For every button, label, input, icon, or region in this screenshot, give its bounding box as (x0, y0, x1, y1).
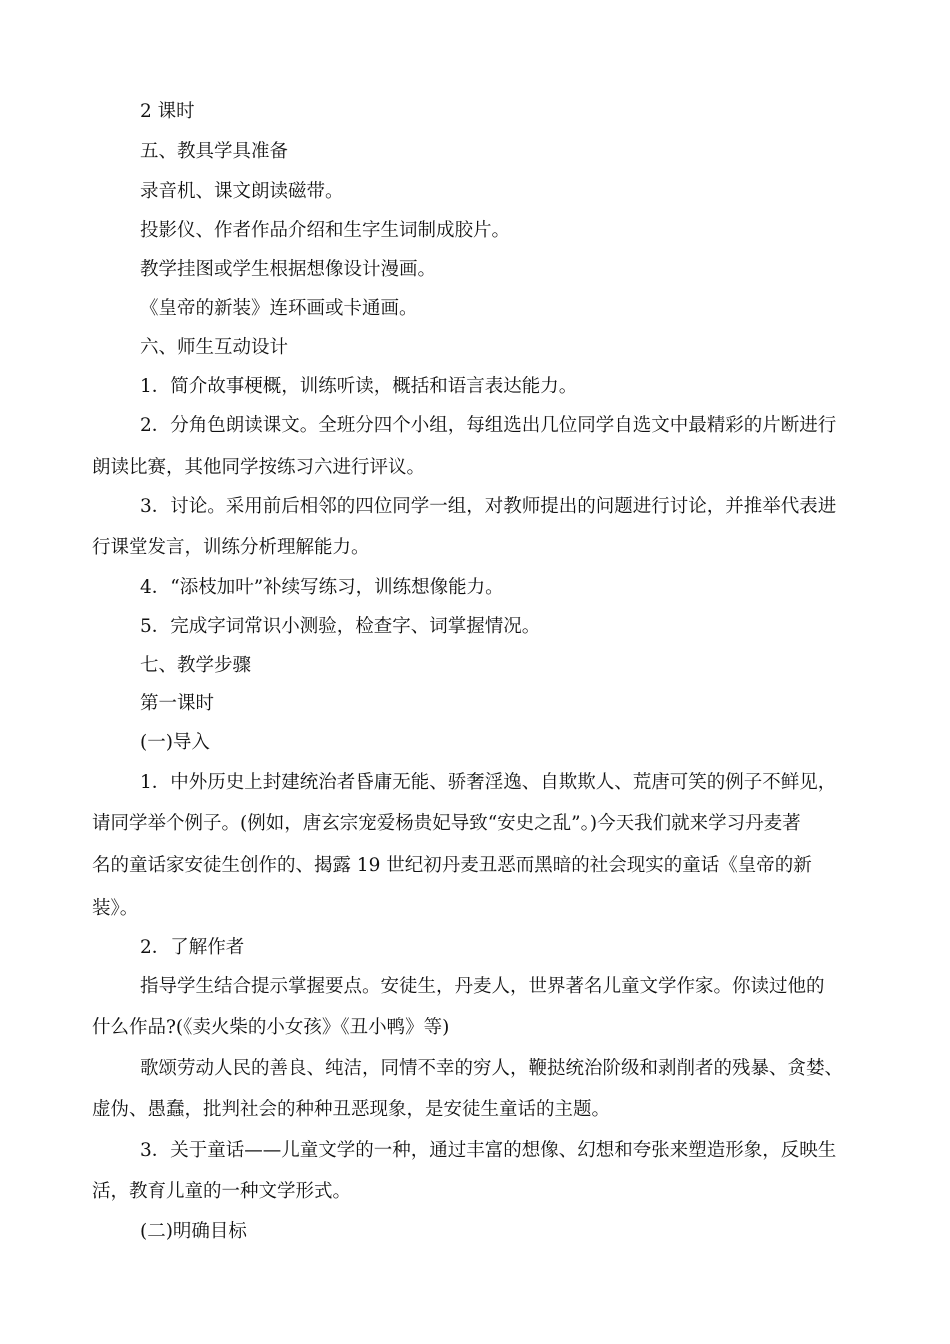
lesson-hours: 2 课时 (140, 101, 195, 122)
text-line: 投影仪、作者作品介绍和生字生词制成胶片。 (140, 220, 511, 241)
paragraph-line: 歌颂劳动人民的善良、纯洁，同情不幸的穷人，鞭挞统治阶级和剥削者的残暴、贪婪、 (140, 1058, 844, 1079)
sub-heading: 第一课时 (140, 693, 215, 714)
list-item: 2．了解作者 (140, 937, 245, 958)
paragraph-line: 指导学生结合提示掌握要点。安徒生，丹麦人，世界著名儿童文学作家。你读过他的 (140, 976, 825, 997)
list-item: 2．分角色朗读课文。全班分四个小组，每组选出几位同学自选文中最精彩的片断进行 (140, 415, 837, 436)
text-continuation: 朗读比赛，其他同学按练习六进行评议。 (92, 457, 426, 478)
text-continuation: 活，教育儿童的一种文学形式。 (92, 1181, 352, 1202)
section-heading-7: 七、教学步骤 (140, 655, 252, 676)
list-item: 1．中外历史上封建统治者昏庸无能、骄奢淫逸、自欺欺人、荒唐可笑的例子不鲜见， (140, 772, 837, 793)
list-item: 3．关于童话——儿童文学的一种，通过丰富的想像、幻想和夸张来塑造形象，反映生 (140, 1140, 837, 1161)
text-continuation: 装》。 (92, 898, 139, 919)
text-continuation: 行课堂发言，训练分析理解能力。 (92, 537, 370, 558)
text-line: 录音机、课文朗读磁带。 (140, 181, 344, 202)
list-item: 4．“添枝加叶”补续写练习，训练想像能力。 (140, 577, 504, 598)
section-heading-6: 六、师生互动设计 (140, 337, 289, 358)
text-line: 《皇帝的新装》连环画或卡通画。 (140, 298, 418, 319)
sub-heading: (一)导入 (140, 732, 210, 753)
text-continuation: 什么作品?(《卖火柴的小女孩》《丑小鸭》等) (92, 1017, 450, 1038)
list-item: 1．简介故事梗概，训练听读，概括和语言表达能力。 (140, 376, 578, 397)
text-line: 教学挂图或学生根据想像设计漫画。 (140, 259, 437, 280)
list-item: 5．完成字词常识小测验，检查字、词掌握情况。 (140, 616, 541, 637)
sub-heading: (二)明确目标 (140, 1221, 247, 1242)
text-continuation: 请同学举个例子。(例如，唐玄宗宠爱杨贵妃导致“安史之乱”。)今天我们就来学习丹麦著 (92, 813, 801, 834)
list-item: 3．讨论。采用前后相邻的四位同学一组，对教师提出的问题进行讨论，并推举代表进 (140, 496, 837, 517)
text-continuation: 名的童话家安徒生创作的、揭露 19 世纪初丹麦丑恶而黑暗的社会现实的童话《皇帝的新 (92, 855, 812, 876)
text-continuation: 虚伪、愚蠢，批判社会的种种丑恶现象，是安徒生童话的主题。 (92, 1099, 611, 1120)
section-heading-5: 五、教具学具准备 (140, 141, 289, 162)
